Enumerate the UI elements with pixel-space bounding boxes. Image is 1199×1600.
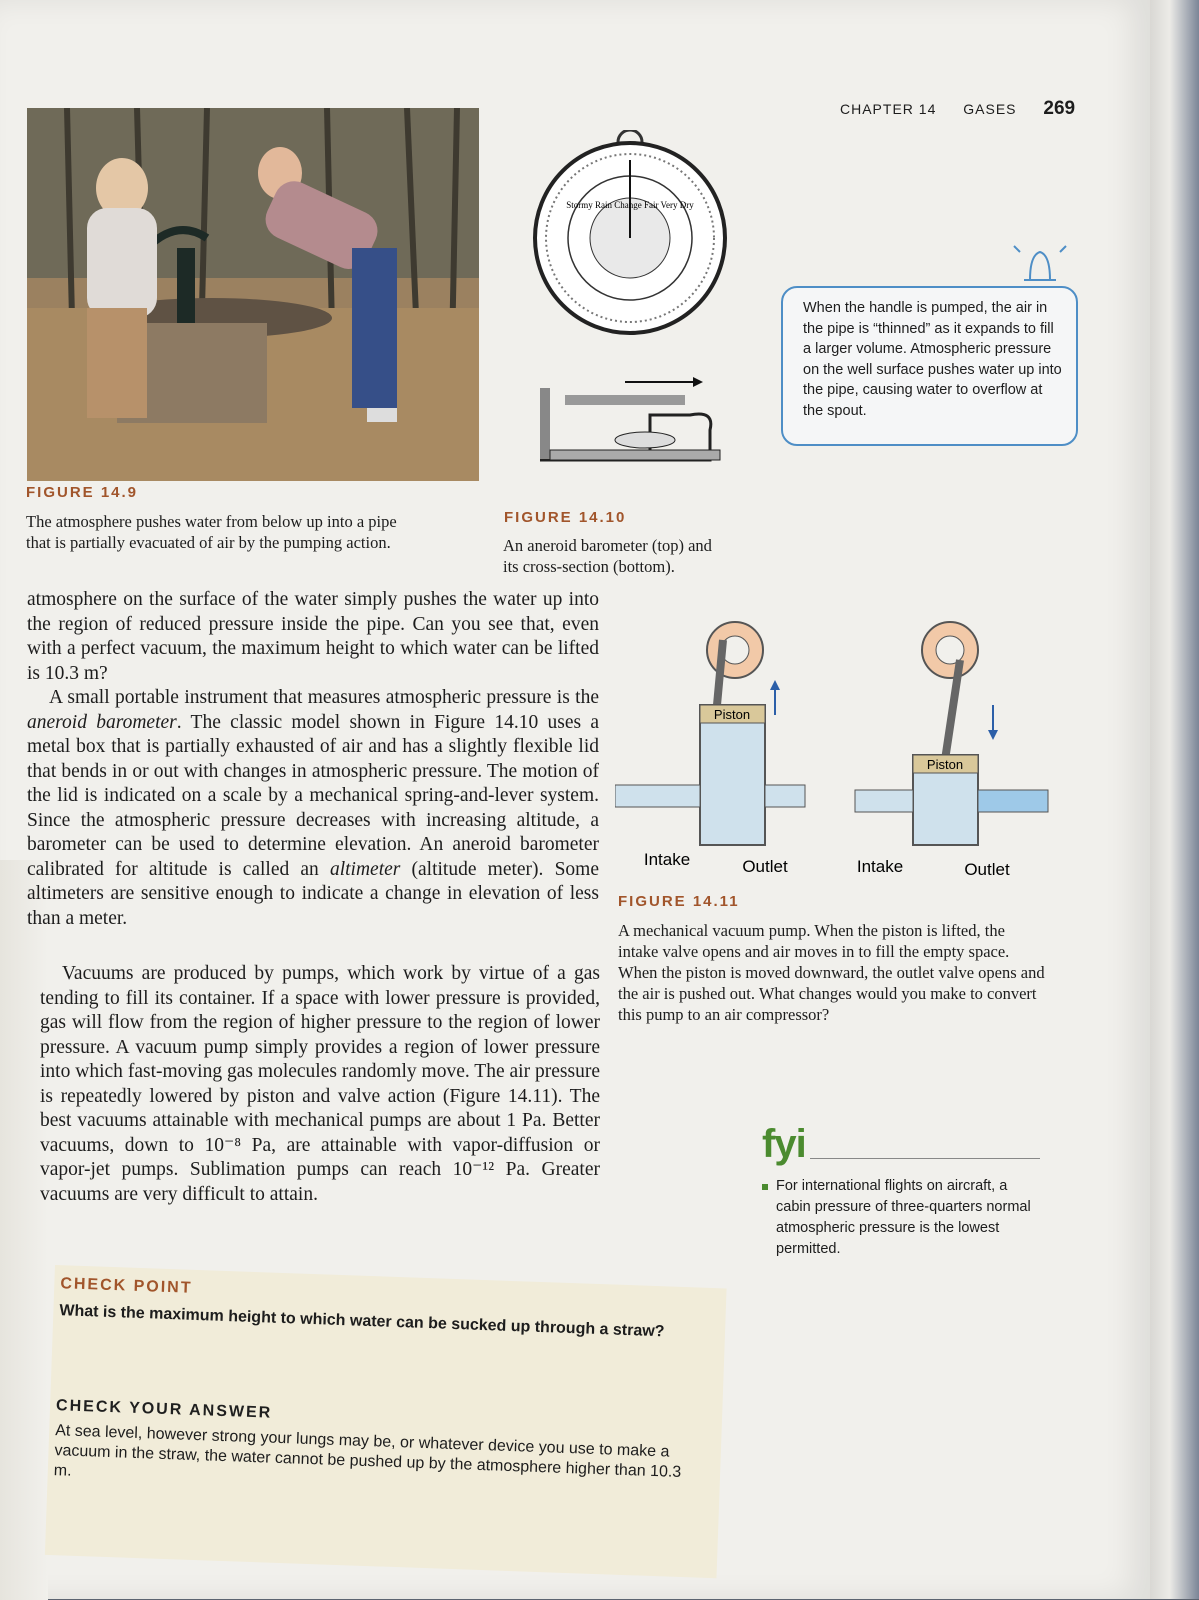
fyi-text: For international flights on aircraft, a cabin pressure of three-quarters normal atmospheric pressure is the lowest permitted.: [776, 1178, 1031, 1257]
figure-14-9-caption: [26, 511, 486, 553]
paragraph-3: Vacuums are produced by pumps, which work by virtue of a gas tending to fill its container. If a space with lower pressure is provided, gas will flow from the region of higher pressure to the region of lower pressure. A vacuum pump simply provides a region of lower pressure into which fast-moving gas molecules randomly move. The air pressure is repeatedly lowered by piston and valve action (Figure 14.11). The best vacuums attainable with mechanical pumps are about 1 Pa. Better vacuums, down to 10⁻⁸ Pa, are attainable with vapor-diffusion or vapor-jet pumps. Sublimation pumps can reach 10⁻¹² Pa. Greater vacuums are very difficult to attain.: [40, 963, 600, 1205]
paragraph-2: [27, 686, 599, 931]
vacuum-pump-illustration: [615, 620, 1065, 880]
callout-text: When the handle is pumped, the air in the pipe is “thinned” as it expands to fill a larger volume. Atmospheric pressure on the well surface pushes water up into the pipe, causing water to overflow at the spout.: [803, 300, 1062, 419]
figure-14-11-caption: A mechanical vacuum pump. When the piston is lifted, the intake valve opens and air moves in to fill the empty space. When the piston is moved downward, the outlet valve opens and the air is pushed out. What changes would you make to convert this pump to an air compressor?: [618, 921, 1045, 1024]
running-head: [840, 98, 1075, 120]
well-pump-photo: [27, 108, 479, 481]
check-answer-heading: CHECK YOUR ANSWER: [55, 1397, 273, 1422]
intake-label-right: Intake: [856, 857, 904, 876]
body-text-lower: [40, 962, 600, 1207]
figure-14-10-caption: [503, 535, 773, 577]
paragraph-2-part-b: . The classic model shown in Figure 14.10 uses a metal box that is partially exhausted of air and has a slightly flexible lid that bends in or out with changes in atmospheric pressure. The motion of the lid is indicated on a scale by a mechanical spring-and-lever system. Since the atmospheric pressure decreases with increasing altitude, a barometer can be used to determine elevation. An aneroid barometer calibrated for altitude is called an: [27, 711, 600, 880]
fyi-bullet: [762, 1184, 768, 1190]
piston-label-left: Piston: [713, 707, 751, 722]
intake-label-left: Intake: [643, 850, 691, 869]
chapter-label: CHAPTER 14: [840, 101, 937, 117]
figure-14-9-caption-line1: The atmosphere pushes water from below up into a pipe: [26, 512, 397, 531]
figure-14-10-caption-line2: its cross-section (bottom).: [503, 557, 675, 576]
check-point-heading: CHECK POINT: [60, 1275, 193, 1297]
paragraph-1: atmosphere on the surface of the water simply pushes the water up into the region of reduced pressure inside the pipe. Can you see that, even with a perfect vacuum, the maximum height to which water can be lifted is 10.3 m?: [27, 589, 599, 684]
body-text-upper: [27, 588, 599, 931]
outlet-label-right: Outlet: [964, 860, 1010, 879]
chapter-title: GASES: [963, 101, 1017, 117]
figure-14-9-label: FIGURE 14.9: [26, 484, 139, 501]
paragraph-2-part-a: A small portable instrument that measures atmospheric pressure is the: [49, 687, 599, 708]
page-edge: [1150, 0, 1199, 1599]
paragraph-2-part-c: (altitude meter). Some altimeters are sensitive enough to indicate a change in elevation of less than a meter.: [27, 858, 599, 929]
figure-14-10-label: FIGURE 14.10: [504, 509, 627, 526]
aneroid-barometer-illustration: [480, 130, 750, 480]
figure-14-11-label: FIGURE 14.11: [618, 893, 740, 910]
outlet-label-left: Outlet: [742, 857, 788, 876]
check-answer-text: At sea level, however strong your lungs may be, or whatever device you use to make a vacuum in the straw, the water cannot be pushed up by the atmosphere higher than 10.3 m.: [53, 1422, 682, 1481]
figure-14-9-caption-line2: that is partially evacuated of air by the pumping action.: [26, 533, 391, 552]
page-number: 269: [1043, 98, 1076, 119]
bell-icon: [1010, 240, 1070, 290]
term-altimeter: altimeter: [329, 858, 401, 880]
pump-callout-box: [781, 286, 1078, 446]
barometer-dial-text: Stormy Rain Change Fair Very Dry: [566, 200, 694, 210]
check-point-question: What is the maximum height to which water can be sucked up through a straw?: [59, 1302, 665, 1341]
figure-14-10-caption-line1: An aneroid barometer (top) and: [503, 536, 712, 555]
term-aneroid-barometer: aneroid barometer: [27, 711, 177, 733]
fyi-logo: fyi: [762, 1122, 806, 1166]
check-point-box: [45, 1265, 727, 1578]
piston-label-right: Piston: [926, 757, 964, 772]
fyi-rule: [810, 1158, 1040, 1159]
